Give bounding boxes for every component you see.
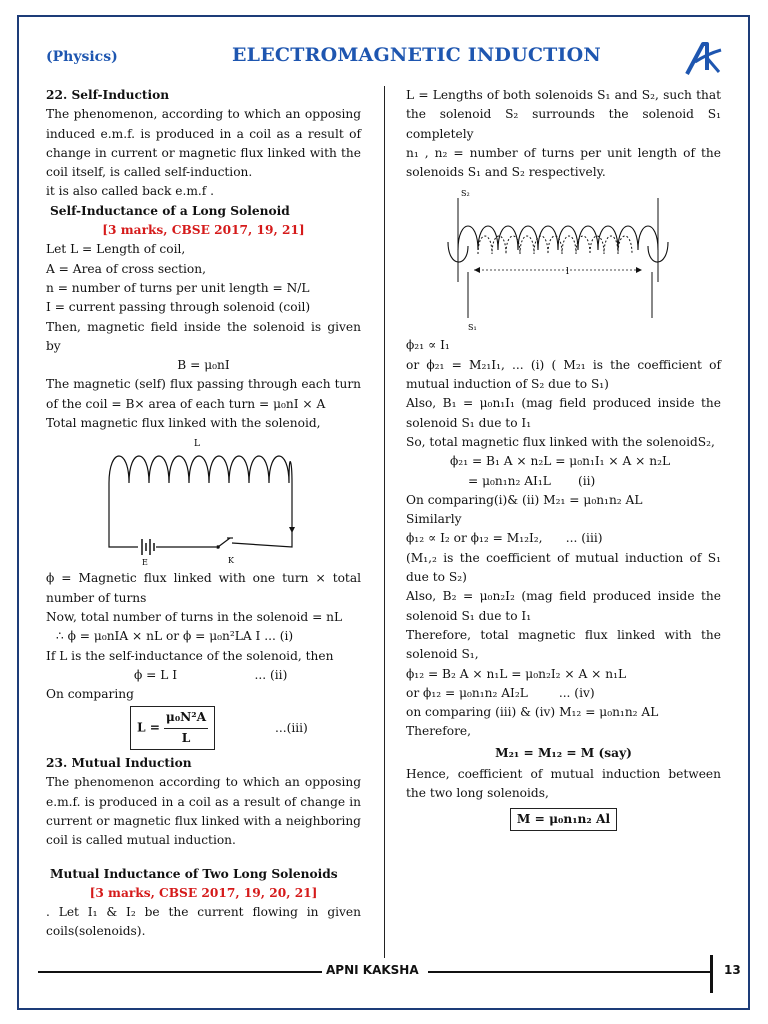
back-emf-note: it is also called back e.m.f .: [46, 184, 215, 199]
B2-field: Also, B₂ = μ₀n₂I₂ (mag field produced inside the solenoid S₁ due to I₁: [406, 589, 721, 623]
M-equality: M₂₁ = M₁₂ = M (say): [495, 745, 632, 760]
solenoid-label-L: L: [194, 439, 200, 450]
equation-iv: or ϕ₁₂ = μ₀n₁n₂ AI₂L ... (iv): [406, 685, 595, 700]
on-comparing: On comparing: [46, 687, 134, 702]
footer-bar: [710, 955, 713, 993]
let-area: A = Area of cross section,: [46, 261, 206, 276]
mutual-solenoids-heading: Mutual Inductance of Two Long Solenoids: [50, 866, 338, 881]
page-title: ELECTROMAGNETIC INDUCTION: [232, 44, 601, 66]
solenoid-circuit-diagram: [46, 435, 361, 567]
equation-i: ∴ ϕ = μ₀nIA × nL or ϕ = μ₀n²LA I ... (i): [56, 629, 294, 644]
equation-iii: [46, 706, 361, 750]
right-column: [406, 86, 721, 831]
mutual-induction-definition: The phenomenon according to which an opposing e.m.f. is produced in a coil as a result of change in current or magnetic flux linked with a neighboring coil is called mutual induction.: [46, 775, 361, 848]
comparing-M21: On comparing(i)& (ii) M₂₁ = μ₀n₁n₂ AL: [406, 492, 643, 507]
battery-icon: [142, 539, 154, 555]
inner-coil: [478, 236, 632, 254]
left-column: [46, 86, 361, 942]
phi21-result: = μ₀n₁n₂ AI₁L (ii): [468, 473, 596, 488]
page-number: 13: [724, 963, 741, 977]
boxed-M-formula: M = μ₀n₁n₂ Al: [510, 808, 617, 831]
circuit-wires: [109, 483, 292, 547]
key-label-K: K: [228, 556, 234, 566]
length-label: l: [566, 267, 569, 278]
coaxial-solenoids-diagram: [406, 184, 721, 334]
let-turns: n = number of turns per unit length = N/L: [46, 280, 310, 295]
subject-label: (Physics): [46, 49, 118, 65]
phi12-proportional: ϕ₁₂ ∝ I₂ or ϕ₁₂ = M₁₂I₂, ... (iii): [406, 531, 603, 546]
inner-solenoid-label: S₁: [468, 323, 477, 333]
final-formula: [406, 808, 721, 831]
comparing-M12: on comparing (iii) & (iv) M₁₂ = μ₀n₁n₂ AL: [406, 705, 659, 720]
phi21-proportional: ϕ₂₁ ∝ I₁: [406, 338, 450, 353]
apni-kaksha-logo-icon: [683, 40, 723, 76]
B1-field: Also, B₁ = μ₀n₁I₁ (mag field produced inside the solenoid S₁ due to I₁: [406, 396, 721, 430]
total-flux-S2: So, total magnetic flux linked with the solenoidS₂,: [406, 434, 715, 449]
long-solenoid-heading: Self-Inductance of a Long Solenoid: [50, 203, 290, 218]
battery-label-E: E: [142, 558, 148, 568]
let-length: Let L = Length of coil,: [46, 242, 186, 257]
phi-definition: ϕ = Magnetic flux linked with one turn × total number of turns: [46, 571, 361, 605]
flux-per-turn: The magnetic (self) flux passing through each turn of the coil = B× area of each turn = μ₀nI × A: [46, 377, 361, 411]
phi12-expansion: ϕ₁₂ = B₂ A × n₁L = μ₀n₂I₂ × A × n₁L: [406, 666, 627, 681]
footer-rule-left: [38, 971, 322, 973]
let-currents: . Let I₁ & I₂ be the current flowing in given coils(solenoids).: [46, 905, 361, 939]
therefore: Therefore,: [406, 724, 471, 739]
outer-solenoid-label: S₂: [461, 189, 470, 199]
phi21-expansion: ϕ₂₁ = B₁ A × n₂L = μ₀n₁I₁ × A × n₂L: [450, 454, 671, 469]
total-flux-intro: Total magnetic flux linked with the solenoid,: [46, 416, 321, 431]
if-L-self-inductance: If L is the self-inductance of the solenoid, then: [46, 648, 334, 663]
section-23-heading: 23. Mutual Induction: [46, 756, 192, 771]
current-arrow-icon: [289, 527, 295, 533]
turns-definition: n₁ , n₂ = number of turns per unit length of the solenoids S₁ and S₂ respectively.: [406, 145, 721, 180]
equation-B: B = μ₀nI: [177, 358, 230, 373]
hence-statement: Hence, coefficient of mutual induction between the two long solenoids,: [406, 767, 721, 801]
boxed-L-formula: [130, 706, 215, 750]
self-induction-definition: The phenomenon, according to which an opposing induced e.m.f. is produced in a coil as a result of change in current or magnetic flux linked with the coil itself, is called self-induction.: [46, 107, 361, 180]
long-solenoid-marks: [3 marks, CBSE 2017, 19, 21]: [102, 223, 305, 238]
formula-fraction: [164, 708, 208, 748]
phi21-equation: or ϕ₂₁ = M₂₁I₁, ... (i) ( M₂₁ is the coefficient of mutual induction of S₂ due to S₁): [406, 357, 721, 392]
M12-definition: (M₁,₂ is the coefficient of mutual induction of S₁ due to S₂): [406, 550, 721, 585]
footer-rule-right: [428, 971, 710, 973]
total-flux-S1: Therefore, total magnetic flux linked with the solenoid S₁,: [406, 627, 721, 662]
solenoid-coil: [109, 456, 292, 483]
equation-iii-tag: ...(iii): [274, 720, 308, 735]
section-22-heading: 22. Self-Induction: [46, 88, 170, 102]
equation-ii: ϕ = L I ... (ii): [134, 667, 288, 682]
total-turns: Now, total number of turns in the solenoid = nL: [46, 609, 343, 624]
formula-lhs: L =: [137, 720, 161, 735]
mutual-solenoids-marks: [3 marks, CBSE 2017, 19, 20, 21]: [89, 885, 318, 900]
similarly: Similarly: [406, 512, 462, 527]
key-switch-icon: [216, 538, 233, 549]
field-intro: Then, magnetic field inside the solenoid is given by: [46, 319, 361, 353]
let-current: I = current passing through solenoid (coil): [46, 300, 311, 315]
formula-numerator: μ₀N²A: [164, 708, 208, 728]
outer-coil: [448, 226, 668, 262]
length-definition: L = Lengths of both solenoids S₁ and S₂, such that the solenoid S₂ surrounds the solenoid S₁ completely: [406, 88, 721, 141]
column-divider: [384, 86, 385, 958]
footer-brand: APNI KAKSHA: [326, 963, 419, 977]
formula-denominator: L: [181, 730, 191, 745]
